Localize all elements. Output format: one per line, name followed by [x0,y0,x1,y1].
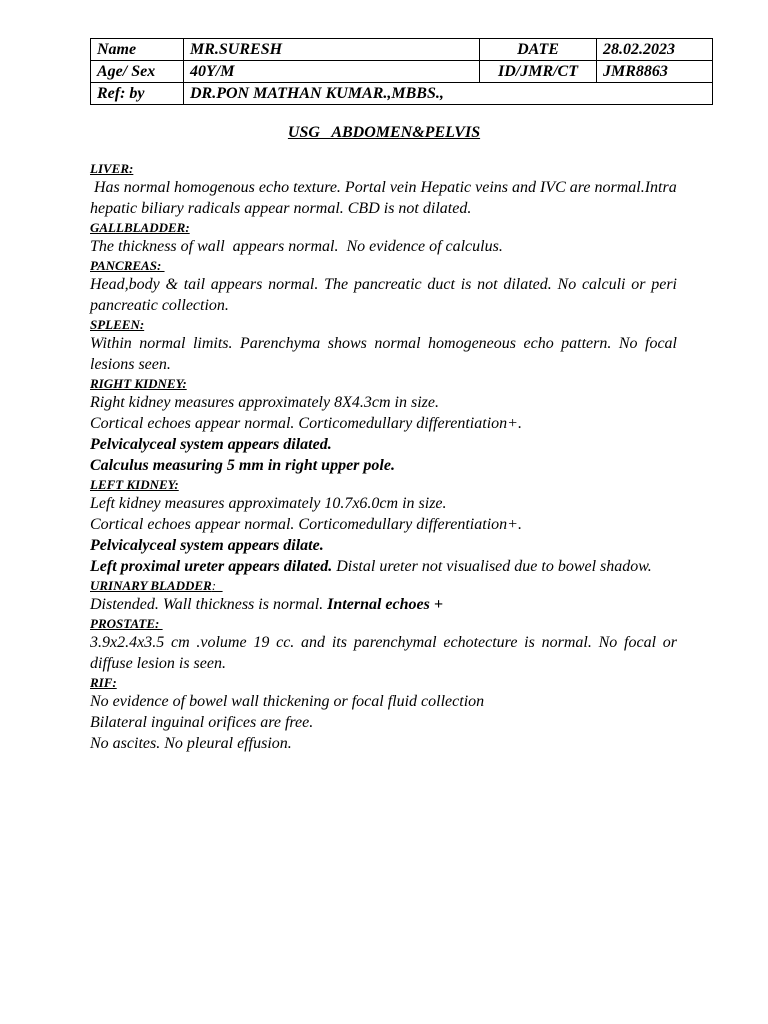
ref-value: DR.PON MATHAN KUMAR.,MBBS., [184,83,713,105]
right-kidney-cortical: Cortical echoes appear normal. Corticomedullary differentiation+. [90,415,522,432]
table-row [91,61,713,83]
distal-ureter-note: Distal ureter not visualised due to bowel shadow. [332,558,652,575]
name-label: Name [91,39,184,61]
left-kidney-ureter [90,556,677,577]
left-kidney-size: Left kidney measures approximately 10.7x6.0cm in size. [90,495,447,512]
table-row [91,39,713,61]
report-body [90,160,681,754]
name-value: MR.SURESH [184,39,480,61]
pancreas-text: Head,body & tail appears normal. The pancreatic duct is not dilated. No calculi or peri pancreatic collection. [90,276,677,314]
date-value: 28.02.2023 [597,39,713,61]
urinary-bladder-findings: Distended. Wall thickness is normal. [90,596,328,613]
right-kidney-size: Right kidney measures approximately 8X4.3cm in size. [90,394,439,411]
liver-heading: LIVER: [90,161,134,176]
liver-text: Has normal homogenous echo texture. Portal vein Hepatic veins and IVC are normal.Intra hepatic biliary radicals appear normal. CBD is not dilated. [90,179,681,217]
rif-ascites: No ascites. No pleural effusion. [90,735,292,752]
rif-heading: RIF: [90,675,117,690]
urinary-bladder-heading-suffix: : [211,578,223,593]
pancreas-heading: PANCREAS: [90,258,165,273]
right-kidney-pelvicalyceal: Pelvicalyceal system appears dilated. [90,436,332,453]
left-kidney-heading: LEFT KIDNEY: [90,477,179,492]
prostate-heading: PROSTATE: [90,616,163,631]
patient-info-table [90,38,713,105]
gallbladder-text: The thickness of wall appears normal. No evidence of calculus. [90,238,503,255]
date-label: DATE [480,39,597,61]
id-label: ID/JMR/CT [480,61,597,83]
right-kidney-calculus: Calculus measuring 5 mm in right upper pole. [90,457,395,474]
report-title: USG ABDOMEN&PELVIS [287,124,481,141]
left-ureter-finding: Left proximal ureter appears dilated. [90,558,333,575]
age-sex-value: 40Y/M [184,61,480,83]
left-kidney-cortical: Cortical echoes appear normal. Corticomedullary differentiation+. [90,516,522,533]
right-kidney-heading: RIGHT KIDNEY: [90,376,187,391]
spleen-heading: SPLEEN: [90,317,145,332]
urinary-bladder-text [90,594,677,615]
id-value: JMR8863 [597,61,713,83]
rif-inguinal: Bilateral inguinal orifices are free. [90,714,314,731]
urinary-bladder-heading [90,577,677,594]
gallbladder-heading: GALLBLADDER: [90,220,190,235]
internal-echoes-finding: Internal echoes + [327,596,443,613]
spleen-text: Within normal limits. Parenchyma shows normal homogeneous echo pattern. No focal lesions seen. [90,335,677,373]
left-kidney-pelvicalyceal: Pelvicalyceal system appears dilate. [90,537,324,554]
prostate-text: 3.9x2.4x3.5 cm .volume 19 cc. and its parenchymal echotecture is normal. No focal or diffuse lesion is seen. [90,634,677,672]
table-row [91,83,713,105]
ref-label: Ref: by [91,83,184,105]
urinary-bladder-heading-text: URINARY BLADDER [90,578,212,593]
rif-bowel: No evidence of bowel wall thickening or focal fluid collection [90,693,485,710]
age-sex-label: Age/ Sex [91,61,184,83]
